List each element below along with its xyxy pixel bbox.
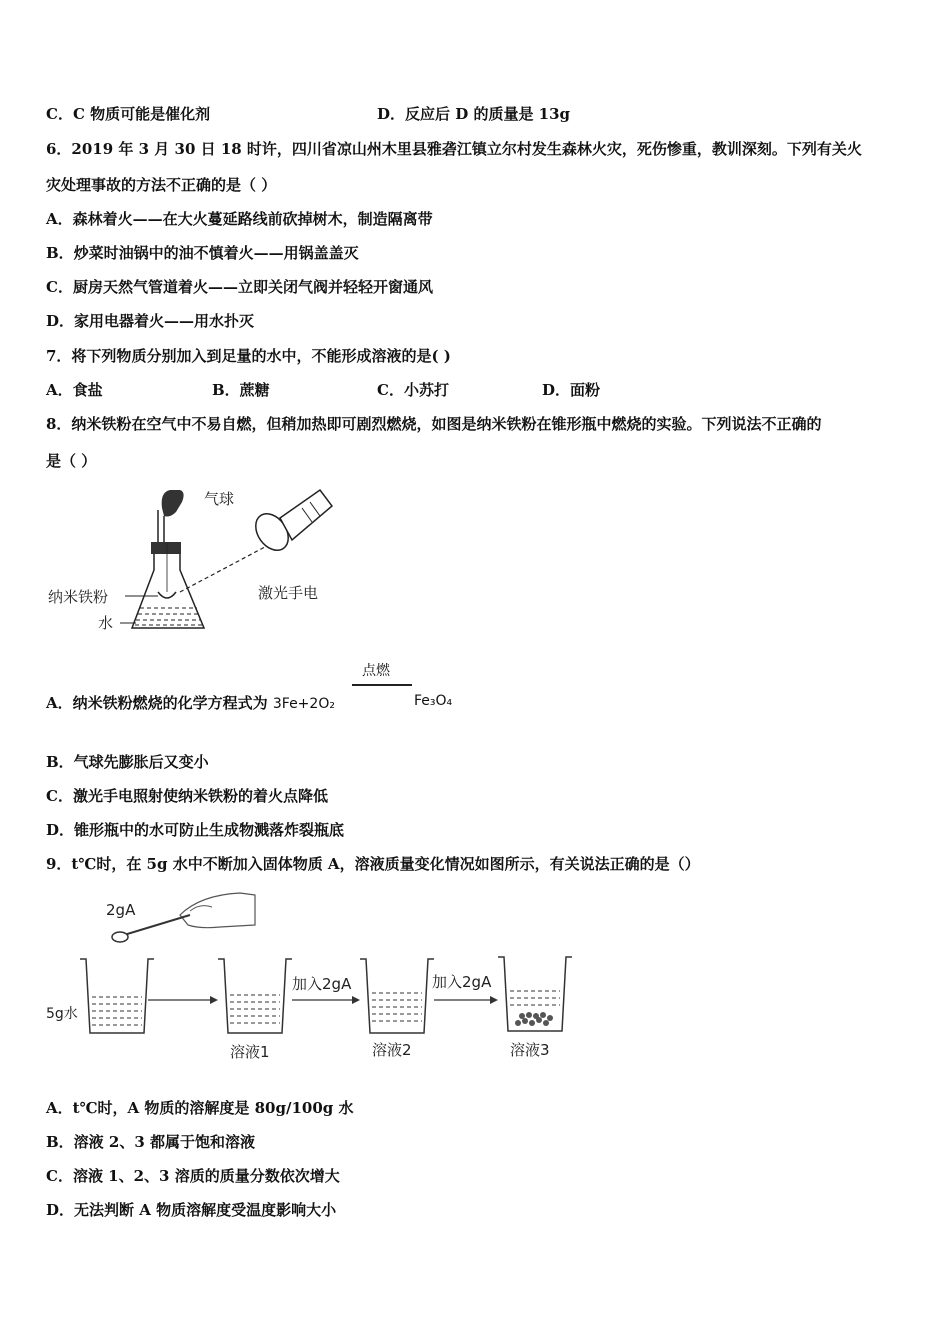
q7-option-d: D．面粉 <box>542 381 601 399</box>
q8-option-c: C．激光手电照射使纳米铁粉的着火点降低 <box>46 787 328 805</box>
stopper <box>151 542 181 554</box>
q6-option-a: A．森林着火——在大火蔓延路线前砍掉树木，制造隔离带 <box>46 210 433 228</box>
q5-option-d: D．反应后 D 的质量是 13g <box>377 105 571 123</box>
beaker3-label: 溶液3 <box>510 1041 550 1059</box>
q8-option-b: B．气球先膨胀后又变小 <box>46 753 209 771</box>
q8-option-d: D．锥形瓶中的水可防止生成物溅落炸裂瓶底 <box>46 821 345 839</box>
conical-flask <box>132 554 204 628</box>
flask-water <box>135 608 202 625</box>
q9-stem: 9．t℃时，在 5g 水中不断加入固体物质 A，溶液质量变化情况如图所示，有关说法正确的是（） <box>46 855 700 873</box>
beaker-solution-2 <box>360 959 434 1033</box>
balloon-label: 气球 <box>204 490 235 508</box>
water-label: 水 <box>98 614 114 632</box>
balloon-icon <box>162 490 184 517</box>
equation-product: Fe₃O₄ <box>414 693 453 709</box>
q6-option-d: D．家用电器着火——用水扑灭 <box>46 312 255 330</box>
flashlight-icon <box>249 490 332 556</box>
spoon-label: 2gA <box>106 901 136 919</box>
equation-condition: 点燃 <box>362 663 390 679</box>
q7-option-c: C．小苏打 <box>377 381 449 399</box>
equation-bar <box>352 684 412 686</box>
q7-stem: 7．将下列物质分别加入到足量的水中，不能形成溶液的是( ) <box>46 347 451 365</box>
beaker-solution-1 <box>218 959 292 1033</box>
beaker-water <box>80 959 154 1033</box>
q7-option-b: B．蔗糖 <box>212 381 270 399</box>
equation-reactants: 3Fe+2O₂ <box>272 696 335 712</box>
q8-option-a-prefix: A．纳米铁粉燃烧的化学方程式为 <box>46 694 273 712</box>
iron-powder-label: 纳米铁粉 <box>48 588 109 606</box>
q9-option-c: C．溶液 1、2、3 溶质的质量分数依次增大 <box>46 1167 340 1185</box>
q8-stem-line1: 8．纳米铁粉在空气中不易自燃，但稍加热即可剧烈燃烧，如图是纳米铁粉在锥形瓶中燃烧的实验。下列说法不正确的 <box>46 415 822 433</box>
flashlight-label: 激光手电 <box>258 584 319 602</box>
q8-option-a <box>46 692 335 713</box>
iron-powder-dish <box>158 592 176 598</box>
undissolved-solid <box>515 1012 553 1026</box>
q9-option-a: A．t℃时，A 物质的溶解度是 80g/100g 水 <box>46 1099 354 1117</box>
q9-solution-figure <box>40 885 580 1065</box>
q9-option-b: B．溶液 2、3 都属于饱和溶液 <box>46 1133 255 1151</box>
arrow2-label: 加入2gA <box>292 975 352 993</box>
beaker1-label: 溶液1 <box>230 1043 270 1061</box>
q8-experiment-figure <box>40 480 350 640</box>
q6-option-c: C．厨房天然气管道着火——立即关闭气阀并轻轻开窗通风 <box>46 278 433 296</box>
q9-option-d: D．无法判断 A 物质溶解度受温度影响大小 <box>46 1201 337 1219</box>
q8-stem-line2: 是（ ） <box>46 452 97 470</box>
q6-stem-line2: 灾处理事故的方法不正确的是（ ） <box>46 176 277 194</box>
q6-option-b: B．炒菜时油锅中的油不慎着火——用锅盖盖灭 <box>46 244 359 262</box>
q6-stem-line1: 6．2019 年 3 月 30 日 18 时许，四川省凉山州木里县雅砻江镇立尔村发生森林火灾，死伤惨重，教训深刻。下列有关火 <box>46 140 862 158</box>
q5-option-c: C．C 物质可能是催化剂 <box>46 105 211 123</box>
water-label: 5g水 <box>46 1006 78 1022</box>
arrow3-label: 加入2gA <box>432 973 492 991</box>
beaker2-label: 溶液2 <box>372 1041 412 1059</box>
q7-option-a: A．食盐 <box>46 381 103 399</box>
beaker-solution-3 <box>498 957 572 1031</box>
